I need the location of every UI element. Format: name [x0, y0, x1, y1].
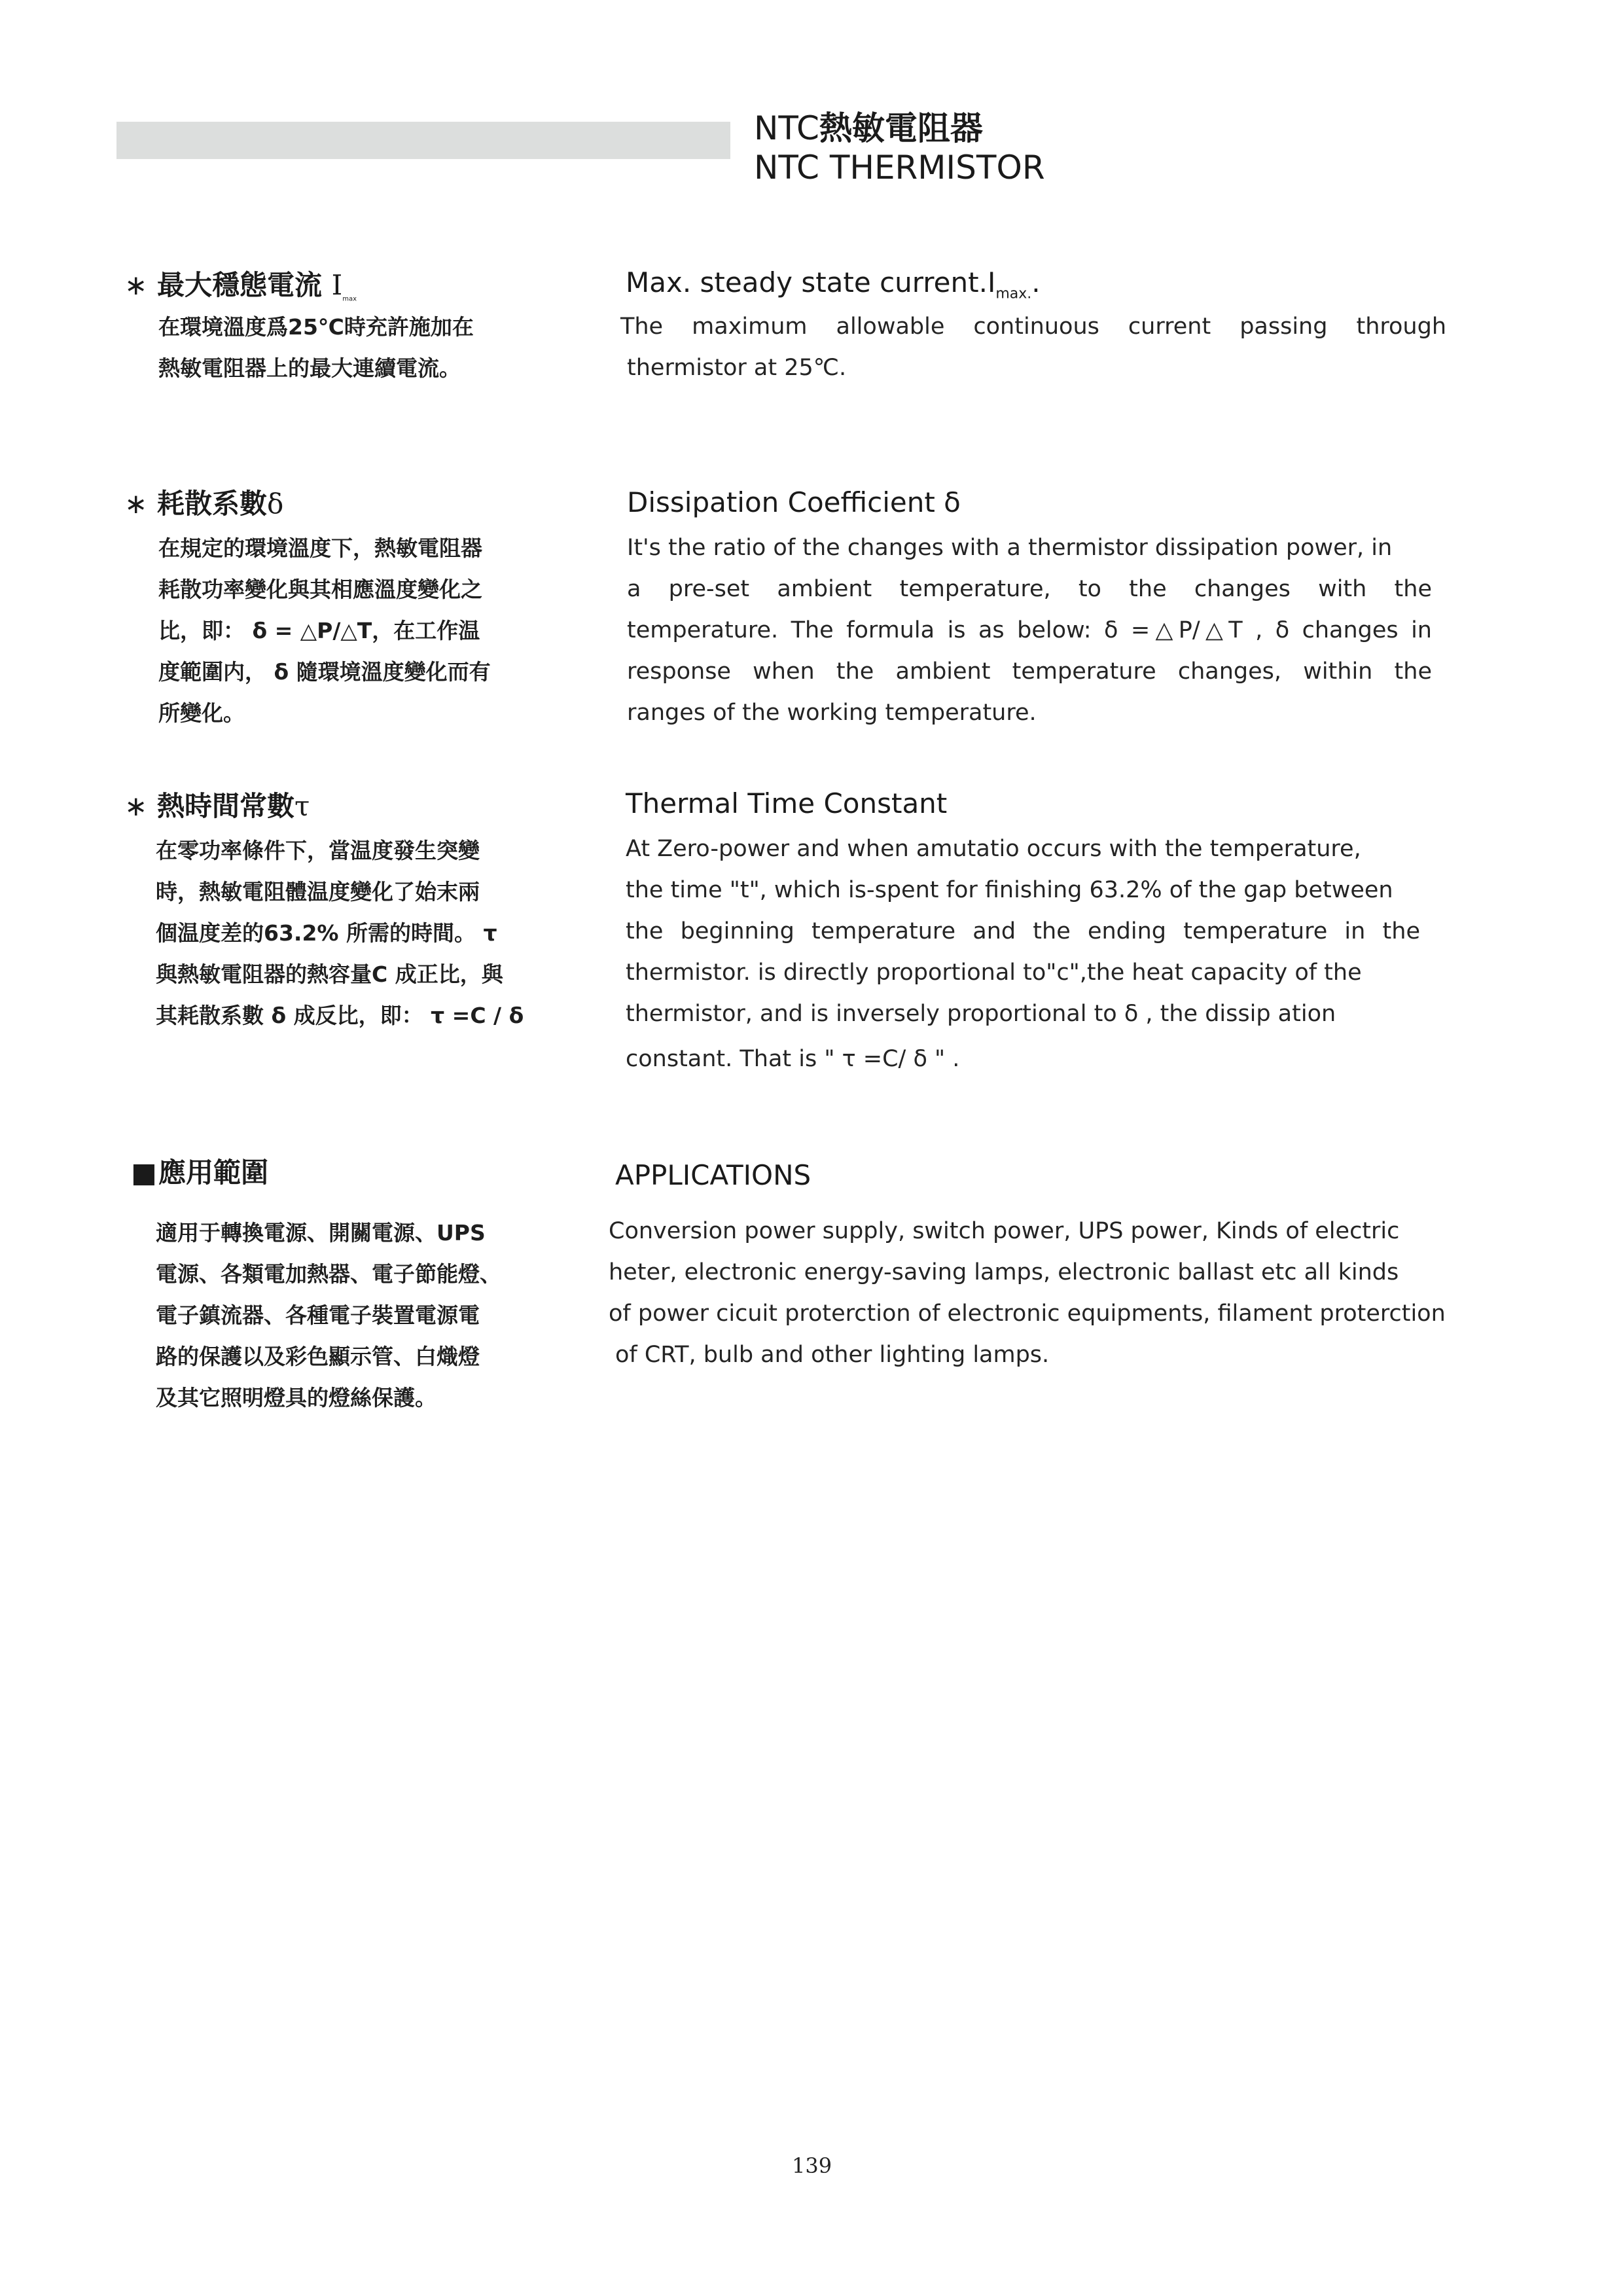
en-line: response when the ambient temperature changes, within the — [627, 658, 1432, 685]
en-line: of power cicuit proterction of electronic equipments, filament proterction — [609, 1300, 1446, 1327]
section-max-current-en-body — [620, 306, 1446, 389]
en-line: heter, electronic energy-saving lamps, electronic ballast etc all kinds — [609, 1259, 1399, 1285]
zh-line: 其耗散系數 δ 成反比，即： τ =C / δ — [156, 1003, 524, 1028]
page-subtitle: NTC THERMISTOR — [754, 149, 1045, 187]
en-line: of CRT, bulb and other lighting lamps. — [615, 1342, 1050, 1368]
en-line: thermistor at 25℃. — [627, 355, 847, 381]
zh-line: 時，熱敏電阻體温度變化了始末兩 — [156, 879, 480, 905]
en-line: Conversion power supply, switch power, UPS power, Kinds of electric — [609, 1218, 1400, 1244]
en-line: constant. That is " τ =C/ δ " . — [626, 1046, 960, 1072]
en-line: At Zero-power and when amutatio occurs with the temperature, — [626, 836, 1361, 862]
section-dissipation-en-heading: Dissipation Coefficient δ — [627, 486, 961, 518]
heading-text: Max. steady state current. — [626, 266, 988, 298]
heading-text: 熱時間常數 — [157, 790, 295, 822]
page-title — [754, 109, 983, 148]
section-time-constant-en-heading: Thermal Time Constant — [626, 787, 948, 819]
en-line: the beginning temperature and the ending temperature in the — [626, 918, 1420, 944]
current-symbol: I — [331, 269, 343, 301]
page-number: 139 — [792, 2153, 832, 2178]
square-bullet-icon: ■ — [131, 1157, 157, 1189]
en-line: the time "t", which is-spent for finishing 63.2% of the gap between — [626, 877, 1393, 903]
zh-line: 電源、各類電加熱器、電子節能燈、 — [156, 1261, 501, 1287]
en-line: ranges of the working temperature. — [627, 700, 1037, 726]
current-symbol: I — [987, 266, 996, 298]
en-line: The maximum allowable continuous current passing through — [620, 314, 1446, 340]
section-applications-zh-heading — [131, 1155, 268, 1191]
header-bar — [116, 122, 730, 159]
zh-line: 度範圍内， δ 隨環境溫度變化而有 — [158, 659, 491, 685]
heading-text: 應用範圍 — [158, 1157, 269, 1189]
title-cn: 熱敏電阻器 — [819, 109, 983, 147]
section-dissipation-zh-body — [158, 528, 491, 734]
section-dissipation-en-body — [627, 528, 1432, 734]
section-max-current-zh-body — [158, 306, 474, 389]
asterisk-icon: ∗ — [124, 790, 148, 822]
zh-line: 熱敏電阻器上的最大連續電流。 — [158, 355, 461, 381]
current-symbol-subscript: max. — [995, 285, 1032, 302]
zh-line: 在零功率條件下，當温度發生突變 — [156, 838, 480, 863]
section-time-constant-zh-body — [156, 830, 524, 1036]
zh-line: 個温度差的63.2% 所需的時間。 τ — [156, 920, 497, 946]
section-applications-en-body — [609, 1211, 1446, 1376]
section-applications-zh-body — [156, 1212, 501, 1418]
en-line: temperature. The formula is as below: δ =△P/△T , δ changes in — [627, 617, 1432, 643]
zh-line: 在規定的環境溫度下，熱敏電阻器 — [158, 535, 482, 561]
zh-line: 電子鎮流器、各種電子裝置電源電 — [156, 1302, 480, 1328]
zh-line: 比，即： δ = △P/△T，在工作温 — [158, 618, 480, 643]
en-line: It's the ratio of the changes with a thermistor dissipation power, in — [627, 535, 1393, 561]
zh-line: 在環境溫度爲25℃時充許施加在 — [158, 314, 474, 340]
en-line: a pre-set ambient temperature, to the changes with the — [627, 576, 1432, 602]
zh-line: 適用于轉換電源、開關電源、UPS — [156, 1220, 486, 1246]
heading-text: 最大穩態電流 — [157, 269, 323, 301]
current-symbol-subscript: max — [342, 295, 357, 303]
heading-text: 耗散系數 — [157, 488, 268, 520]
zh-line: 與熱敏電阻器的熱容量C 成正比，與 — [156, 961, 503, 987]
zh-line: 路的保護以及彩色顯示管、白熾燈 — [156, 1344, 480, 1369]
en-line: thermistor. is directly proportional to"c",the heat capacity of the — [626, 960, 1362, 986]
zh-line: 耗散功率變化與其相應溫度變化之 — [158, 577, 482, 602]
asterisk-icon: ∗ — [124, 488, 148, 520]
section-applications-en-heading: APPLICATIONS — [615, 1159, 812, 1191]
delta-symbol: δ — [267, 488, 284, 520]
tau-symbol: τ — [294, 790, 310, 822]
en-line: thermistor, and is inversely proportional to δ , the dissip ation — [626, 1001, 1336, 1027]
section-max-current-en-heading — [626, 264, 1041, 312]
section-time-constant-zh-heading — [124, 788, 310, 825]
zh-line: 及其它照明燈具的燈絲保護。 — [156, 1385, 437, 1410]
heading-period: . — [1031, 266, 1041, 298]
zh-line: 所變化。 — [158, 700, 245, 726]
section-time-constant-en-body — [626, 829, 1420, 1080]
title-prefix: NTC — [754, 109, 819, 147]
asterisk-icon: ∗ — [124, 269, 148, 301]
section-dissipation-zh-heading — [124, 486, 283, 522]
